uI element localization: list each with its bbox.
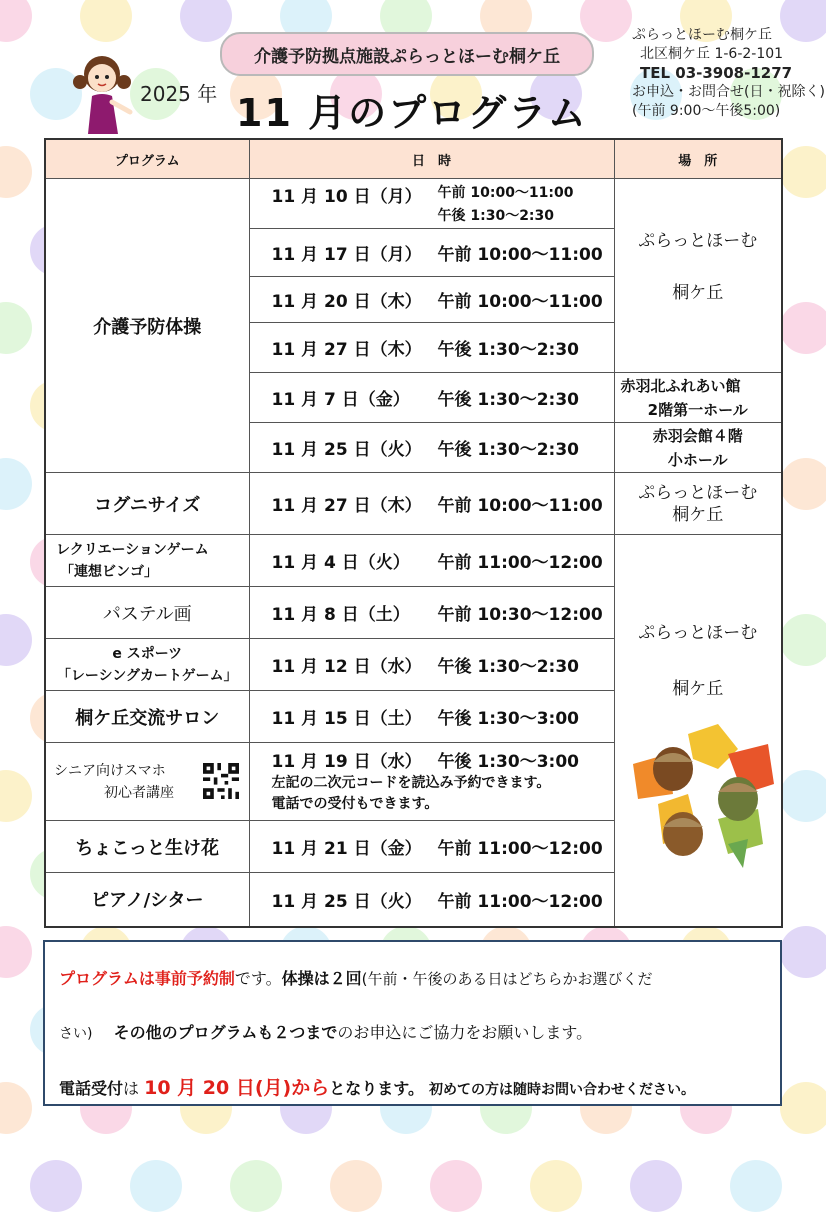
row-time: 午後 1:30～2:30 xyxy=(437,208,555,224)
row-date: 11 月 20 日（木） xyxy=(271,292,422,312)
program-name-esports xyxy=(45,639,249,691)
row-time: 午後 1:30～2:30 xyxy=(437,440,579,460)
notice-exercise-limit: 体操は２回 xyxy=(281,969,362,988)
row-time: 午前 11:00～12:00 xyxy=(437,891,603,912)
row-time: 午後 1:30～3:00 xyxy=(437,709,579,729)
table-row xyxy=(249,691,614,743)
name-line: 「連想ビンゴ」 xyxy=(60,563,158,580)
table-row xyxy=(249,873,614,927)
row-date: 11 月 7 日（金） xyxy=(271,390,410,410)
autumn-leaves-acorns-illustration xyxy=(628,724,774,868)
row-time: 午後 1:30～3:00 xyxy=(437,752,579,772)
notice-phone-start: 10 月 20 日(月)から xyxy=(144,1077,330,1099)
program-name-salon: 桐ケ丘交流サロン xyxy=(45,691,249,743)
header-program: プログラム xyxy=(45,139,249,179)
row-time: 午前 10:00～11:00 xyxy=(437,185,574,201)
org-hours: (午前 9:00～午後5:00) xyxy=(632,103,781,119)
program-name-ikebana: ちょこっと生け花 xyxy=(45,821,249,873)
girl-mascot-illustration xyxy=(62,52,142,136)
table-row xyxy=(249,535,614,587)
phone-note: 電話での受付もできます。 xyxy=(271,796,439,812)
row-date: 11 月 17 日（月） xyxy=(271,245,422,265)
table-row xyxy=(249,587,614,639)
name-line: レクリエーションゲーム xyxy=(56,541,209,558)
place-line: 2階第一ホール xyxy=(647,400,748,419)
program-name-piano: ピアノ/シター xyxy=(45,873,249,927)
notice-other-limit: その他のプログラムも２つまで xyxy=(113,1023,338,1042)
page-title: 11 月のプログラム xyxy=(236,91,588,135)
year-label: 2025 年 xyxy=(140,82,218,106)
program-name-pastel: パステル画 xyxy=(45,587,249,639)
table-row xyxy=(249,179,614,229)
notice-text: (午前・午後のある日はどちらかお選びくだ xyxy=(361,970,653,988)
table-row xyxy=(249,323,614,373)
name-line: 「レーシングカートゲーム」 xyxy=(56,667,238,684)
name-line: シニア向けスマホ xyxy=(54,762,166,779)
name-line: 初心者講座 xyxy=(104,784,174,801)
row-time: 午前 10:00～11:00 xyxy=(437,292,603,312)
row-date: 11 月 27 日（木） xyxy=(271,496,422,516)
program-name-taiso: 介護予防体操 xyxy=(45,179,249,473)
row-date: 11 月 21 日（金） xyxy=(271,839,422,859)
place-plathome-1 xyxy=(614,179,782,373)
row-date: 11 月 27 日（木） xyxy=(271,340,422,360)
table-row xyxy=(249,373,614,423)
table-row xyxy=(249,639,614,691)
notice-reservation: プログラムは事前予約制 xyxy=(59,969,235,988)
place-line: 桐ケ丘 xyxy=(672,283,724,303)
notice-first-time: 初めての方は随時お問い合わせください。 xyxy=(429,1082,696,1098)
row-date: 11 月 12 日（水） xyxy=(271,657,422,677)
row-date: 11 月 15 日（土） xyxy=(271,709,422,729)
table-row xyxy=(249,229,614,277)
row-time: 午前 10:30～12:00 xyxy=(437,605,603,625)
notice-text: です。 xyxy=(234,969,282,988)
qr-note: 左記の二次元コードを読込み予約できます。 xyxy=(271,775,551,791)
row-date: 11 月 4 日（火） xyxy=(271,553,410,573)
row-date: 11 月 25 日（火） xyxy=(271,891,422,912)
place-akabane-kaikan xyxy=(614,423,782,473)
place-line: ぷらっとほーむ xyxy=(638,623,758,643)
reservation-notice xyxy=(43,940,782,1106)
org-name: ぷらっとほーむ桐ケ丘 xyxy=(632,27,772,43)
organization-info xyxy=(632,26,825,121)
header-place: 場 所 xyxy=(614,139,782,179)
place-plathome-2 xyxy=(614,473,782,535)
place-akabane-kita xyxy=(614,373,782,423)
row-time: 午前 11:00～12:00 xyxy=(437,839,603,859)
notice-text: のお申込にご協力をお願いします。 xyxy=(337,1023,593,1042)
notice-text: さい) xyxy=(59,1026,93,1042)
org-hours-note: お申込・お問合せ(日・祝除く) xyxy=(632,84,825,100)
notice-text: となります。 xyxy=(329,1079,424,1098)
qr-code-icon[interactable] xyxy=(203,763,239,799)
row-date: 11 月 25 日（火） xyxy=(271,440,422,460)
table-row xyxy=(249,277,614,323)
facility-name-banner: 介護予防拠点施設ぷらっとほーむ桐ケ丘 xyxy=(220,32,594,76)
row-time: 午後 1:30～2:30 xyxy=(437,340,579,360)
table-row xyxy=(249,473,614,535)
row-time: 午前 11:00～12:00 xyxy=(437,553,603,573)
program-name-smartphone xyxy=(45,743,249,821)
table-row xyxy=(249,423,614,473)
table-row xyxy=(249,743,614,821)
program-name-recreation xyxy=(45,535,249,587)
name-line: e スポーツ xyxy=(112,645,183,662)
row-date: 11 月 8 日（土） xyxy=(271,605,410,625)
place-line: 小ホール xyxy=(667,450,728,469)
place-line: 赤羽北ふれあい館 xyxy=(620,376,741,395)
org-tel: TEL 03-3908-1277 xyxy=(640,64,793,82)
place-line: 桐ケ丘 xyxy=(672,679,724,699)
row-time: 午前 10:00～11:00 xyxy=(437,496,603,516)
table-row xyxy=(249,821,614,873)
row-time: 午後 1:30～2:30 xyxy=(437,390,579,410)
row-time: 午後 1:30～2:30 xyxy=(437,657,579,677)
place-line: ぷらっとほーむ xyxy=(638,231,758,251)
notice-text: は xyxy=(123,1079,140,1098)
row-date: 11 月 10 日（月） xyxy=(271,187,422,207)
row-time: 午前 10:00～11:00 xyxy=(437,245,603,265)
program-name-cognisize: コグニサイズ xyxy=(45,473,249,535)
place-line: 赤羽会館４階 xyxy=(652,426,743,445)
place-line: 桐ケ丘 xyxy=(672,504,724,525)
place-line: ぷらっとほーむ xyxy=(638,482,758,503)
notice-phone-label: 電話受付 xyxy=(59,1079,124,1098)
org-address: 北区桐ケ丘 1-6-2-101 xyxy=(640,46,784,62)
row-date: 11 月 19 日（水） xyxy=(271,752,422,772)
header-datetime: 日 時 xyxy=(249,139,614,179)
